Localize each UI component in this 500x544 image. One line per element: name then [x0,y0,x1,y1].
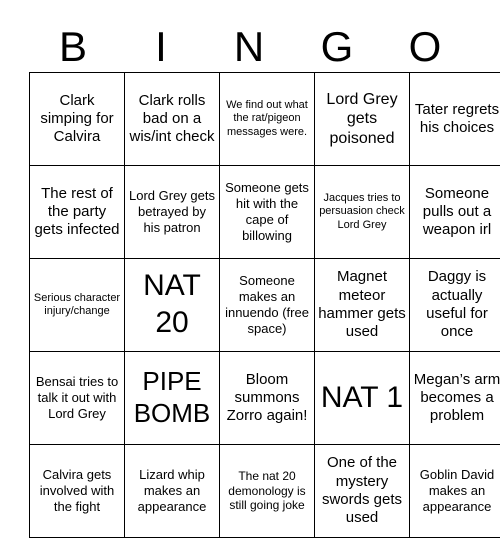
header-letter-i: I [155,23,167,70]
header-letter-n: N [233,23,265,70]
bingo-cell[interactable]: The rest of the party gets infected [30,166,125,259]
grid-row [30,166,500,259]
bingo-cell[interactable]: PIPE BOMB [125,352,220,445]
bingo-cell[interactable]: Someone makes an innuendo (free space) [220,259,315,352]
bingo-cell[interactable]: Lizard whip makes an appearance [125,445,220,538]
bingo-header [29,22,469,72]
bingo-cell[interactable]: The nat 20 demonology is still going joke [220,445,315,538]
bingo-cell[interactable]: We find out what the rat/pigeon messages were. [220,73,315,166]
bingo-cell[interactable]: Lord Grey gets betrayed by his patron [125,166,220,259]
bingo-cell[interactable]: Clark rolls bad on a wis/int check [125,73,220,166]
bingo-cell[interactable]: Someone pulls out a weapon irl [410,166,500,259]
grid-row [30,259,500,352]
header-letter-g: G [320,23,354,70]
bingo-cell[interactable]: Magnet meteor hammer gets used [315,259,410,352]
grid-row [30,73,500,166]
bingo-cell[interactable]: Goblin David makes an appearance [410,445,500,538]
bingo-cell[interactable]: Calvira gets involved with the fight [30,445,125,538]
bingo-grid [29,72,500,538]
bingo-cell[interactable]: Serious character injury/change [30,259,125,352]
bingo-cell[interactable]: Daggy is actually useful for once [410,259,500,352]
header-letter-b: B [58,23,87,70]
bingo-cell[interactable]: Someone gets hit with the cape of billowing [220,166,315,259]
bingo-cell[interactable]: Clark simping for Calvira [30,73,125,166]
bingo-cell[interactable]: NAT 1 [315,352,410,445]
bingo-cell[interactable]: Tater regrets his choices [410,73,500,166]
header-letter-o: O [408,23,442,70]
bingo-cell[interactable]: NAT 20 [125,259,220,352]
bingo-cell[interactable]: Bensai tries to talk it out with Lord Grey [30,352,125,445]
bingo-cell[interactable]: Megan’s arm becomes a problem [410,352,500,445]
bingo-cell[interactable]: One of the mystery swords gets used [315,445,410,538]
grid-row [30,445,500,538]
bingo-cell[interactable]: Bloom summons Zorro again! [220,352,315,445]
bingo-cell[interactable]: Lord Grey gets poisoned [315,73,410,166]
grid-row [30,352,500,445]
bingo-cell[interactable]: Jacques tries to persuasion check Lord Grey [315,166,410,259]
